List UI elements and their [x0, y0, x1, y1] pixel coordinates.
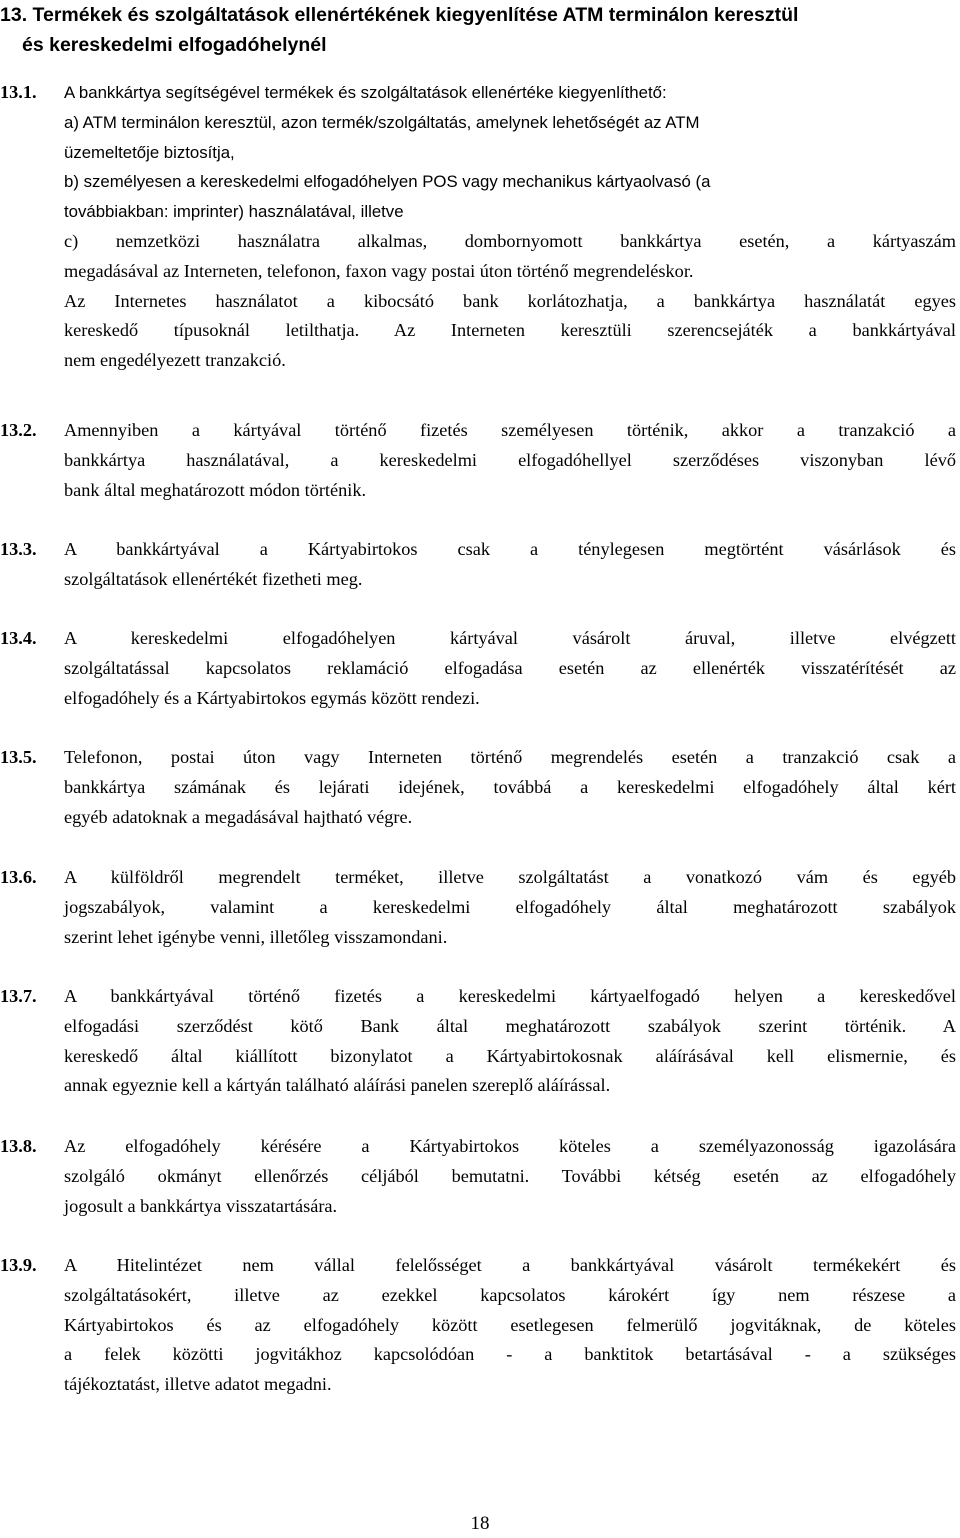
paragraph-line: elfogadási szerződést kötő Bank által meghatározott szabályok szerint történik. A — [64, 1015, 956, 1036]
section-body — [64, 78, 956, 376]
section-number: 13.1. — [0, 82, 37, 102]
chapter-heading-line-1: 13. Termékek és szolgáltatások ellenértékének kiegyenlítése ATM terminálon keresztül — [0, 4, 799, 26]
paragraph-line: A Hitelintézet nem vállal felelősséget a bankkártyával vásárolt termékekért és — [64, 1255, 956, 1275]
section-body — [64, 1251, 956, 1400]
section-number: 13.9. — [0, 1255, 37, 1275]
section-number: 13.3. — [0, 539, 37, 559]
paragraph-line: szolgáltatások ellenértékét fizetheti meg. — [64, 568, 363, 589]
section-number: 13.6. — [0, 867, 37, 887]
section-number: 13.4. — [0, 628, 37, 648]
section-body — [64, 863, 956, 952]
paragraph-line: szolgáló okmányt ellenőrzés céljából bemutatni. További kétség esetén az elfogadóhely — [64, 1165, 956, 1186]
paragraph-line: Az Internetes használatot a kibocsátó bank korlátozhatja, a bankkártya használatát egyes — [64, 290, 956, 311]
list-item-b-line: továbbiakban: imprinter) használatával, illetve — [64, 202, 404, 222]
paragraph-line: szolgáltatásokért, illetve az ezekkel kapcsolatos károkért így nem részese a — [64, 1284, 956, 1305]
paragraph-line: szerint lehet igénybe venni, illetőleg visszamondani. — [64, 926, 448, 947]
paragraph-line: kereskedő típusoknál letilthatja. Az Interneten keresztüli szerencsejáték a bankkártyával — [64, 320, 956, 341]
section-body — [64, 416, 956, 505]
paragraph-line: A külföldről megrendelt terméket, illetve szolgáltatást a vonatkozó vám és egyéb — [64, 867, 956, 887]
paragraph-line: jogszabályok, valamint a kereskedelmi elfogadóhely által meghatározott szabályok — [64, 896, 956, 917]
section-13-7 — [0, 982, 960, 1101]
section-13-9 — [0, 1251, 960, 1400]
section-13-3 — [0, 535, 960, 595]
paragraph-line: elfogadóhely és a Kártyabirtokos egymás között rendezi. — [64, 687, 480, 708]
paragraph-line: bankkártya számának és lejárati idejének, továbbá a kereskedelmi elfogadóhely által kért — [64, 776, 956, 797]
paragraph-line: A kereskedelmi elfogadóhelyen kártyával vásárolt áruval, illetve elvégzett — [64, 628, 956, 648]
section-number: 13.7. — [0, 986, 37, 1006]
section-body — [64, 743, 956, 832]
paragraph-line: egyéb adatoknak a megadásával hajtható végre. — [64, 806, 413, 827]
section-body — [64, 624, 956, 713]
paragraph-line: bank által meghatározott módon történik. — [64, 479, 367, 500]
list-item-b-line: b) személyesen a kereskedelmi elfogadóhelyen POS vagy mechanikus kártyaolvasó (a — [64, 172, 711, 192]
list-item-a-line: üzemeltetője biztosítja, — [64, 142, 235, 162]
section-13-5 — [0, 743, 960, 832]
chapter-heading-line-2: és kereskedelmi elfogadóhelynél — [22, 34, 327, 56]
paragraph-line: A bankkártyával a Kártyabirtokos csak a ténylegesen megtörtént vásárlások és — [64, 539, 956, 559]
list-item-c-line: c) nemzetközi használatra alkalmas, dombornyomott bankkártya esetén, a kártyaszám — [64, 230, 956, 251]
paragraph-line: kereskedő által kiállított bizonylatot a Kártyabirtokosnak aláírásával kell elismernie, és — [64, 1045, 956, 1066]
section-body — [64, 1132, 956, 1221]
section-13-4 — [0, 624, 960, 713]
list-item-a-line: a) ATM terminálon keresztül, azon termék/szolgáltatás, amelynek lehetőségét az ATM — [64, 112, 700, 132]
paragraph-line: A bankkártyával történő fizetés a kereskedelmi kártyaelfogadó helyen a kereskedővel — [64, 986, 956, 1006]
paragraph-line: Amennyiben a kártyával történő fizetés személyesen történik, akkor a tranzakció a — [64, 420, 956, 440]
paragraph-line: szolgáltatással kapcsolatos reklamáció elfogadása esetén az ellenérték visszatérítését az — [64, 657, 956, 678]
section-body — [64, 982, 956, 1101]
section-number: 13.8. — [0, 1136, 37, 1156]
paragraph-line: Kártyabirtokos és az elfogadóhely között esetlegesen felmerülő jogvitáknak, de köteles — [64, 1314, 956, 1335]
paragraph-line: a felek közötti jogvitákhoz kapcsolódóan - a banktitok betartásával - a szükséges — [64, 1344, 956, 1365]
paragraph-line: annak egyeznie kell a kártyán található aláírási panelen szereplő aláírással. — [64, 1075, 611, 1096]
section-number: 13.5. — [0, 747, 37, 767]
paragraph-line: A bankkártya segítségével termékek és szolgáltatások ellenértéke kiegyenlíthető: — [64, 83, 667, 102]
section-13-6 — [0, 863, 960, 952]
paragraph-line: tájékoztatást, illetve adatot megadni. — [64, 1374, 332, 1395]
page-number: 18 — [470, 1513, 490, 1534]
paragraph-line: nem engedélyezett tranzakció. — [64, 350, 286, 371]
paragraph-line: Az elfogadóhely kérésére a Kártyabirtokos köteles a személyazonosság igazolására — [64, 1136, 956, 1156]
section-13-1 — [0, 78, 960, 376]
section-number: 13.2. — [0, 420, 37, 440]
section-13-8 — [0, 1132, 960, 1221]
section-body — [64, 535, 956, 595]
section-13-2 — [0, 416, 960, 505]
paragraph-line: Telefonon, postai úton vagy Interneten történő megrendelés esetén a tranzakció csak a — [64, 747, 956, 767]
list-item-c-line: megadásával az Interneten, telefonon, faxon vagy postai úton történő megrendeléskor. — [64, 260, 694, 281]
paragraph-line: bankkártya használatával, a kereskedelmi elfogadóhellyel szerződéses viszonyban lévő — [64, 449, 956, 470]
chapter-heading — [0, 0, 955, 60]
paragraph-line: jogosult a bankkártya visszatartására. — [64, 1195, 338, 1216]
